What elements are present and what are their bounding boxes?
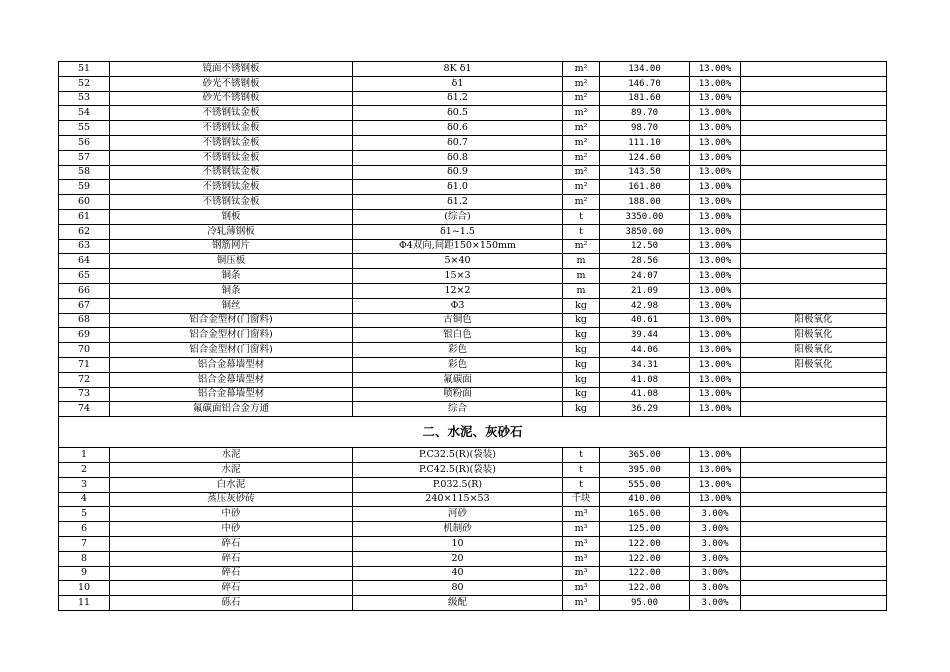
table-row [59,596,887,611]
remark-cell [741,239,887,254]
material-name-cell: 铝合金型材(门窗料) [110,328,353,343]
material-name-cell: 铝合金幕墙型材 [110,372,353,387]
item-number-cell: 60 [59,195,110,210]
remark-cell [741,150,887,165]
item-number-cell: 69 [59,328,110,343]
price-cell: 28.56 [600,254,690,269]
price-cell: 146.70 [600,76,690,91]
specification-cell: 80 [353,581,563,596]
material-name-cell: 铜压板 [110,254,353,269]
unit-cell: kg [563,372,600,387]
section-title: 二、水泥、灰砂石 [59,417,887,448]
unit-cell: t [563,477,600,492]
unit-cell: kg [563,343,600,358]
tax-rate-cell: 13.00% [690,477,741,492]
specification-cell: δ0.5 [353,106,563,121]
material-name-cell: 铜条 [110,283,353,298]
unit-cell: m [563,283,600,298]
unit-cell: m² [563,106,600,121]
remark-cell [741,269,887,284]
item-number-cell: 53 [59,91,110,106]
specification-cell: δ0.6 [353,121,563,136]
material-name-cell: 中砂 [110,522,353,537]
remark-cell [741,135,887,150]
unit-cell: t [563,209,600,224]
tax-rate-cell: 13.00% [690,150,741,165]
tax-rate-cell: 13.00% [690,492,741,507]
unit-cell: m² [563,91,600,106]
specification-cell: δ0.8 [353,150,563,165]
unit-cell: m³ [563,536,600,551]
price-cell: 143.50 [600,165,690,180]
table-row [59,343,887,358]
item-number-cell: 4 [59,492,110,507]
remark-cell: 阳极氧化 [741,357,887,372]
table-row [59,283,887,298]
unit-cell: m² [563,121,600,136]
price-cell: 95.00 [600,596,690,611]
material-name-cell: 铜条 [110,269,353,284]
item-number-cell: 68 [59,313,110,328]
table-row [59,448,887,463]
remark-cell [741,165,887,180]
price-cell: 124.60 [600,150,690,165]
table-row [59,195,887,210]
item-number-cell: 72 [59,372,110,387]
table-row [59,402,887,417]
table-body-part2 [59,448,887,611]
table-row [59,239,887,254]
material-name-cell: 冷轧薄钢板 [110,224,353,239]
material-name-cell: 不锈钢钛金板 [110,165,353,180]
remark-cell: 阳极氧化 [741,343,887,358]
tax-rate-cell: 13.00% [690,165,741,180]
material-name-cell: 不锈钢钛金板 [110,150,353,165]
unit-cell: m² [563,62,600,77]
price-cell: 40.61 [600,313,690,328]
unit-cell: 千块 [563,492,600,507]
item-number-cell: 74 [59,402,110,417]
material-name-cell: 白水泥 [110,477,353,492]
unit-cell: m² [563,180,600,195]
table-row [59,328,887,343]
table-row [59,269,887,284]
material-name-cell: 钢板 [110,209,353,224]
table-row [59,224,887,239]
tax-rate-cell: 13.00% [690,298,741,313]
unit-cell: m² [563,239,600,254]
tax-rate-cell: 13.00% [690,135,741,150]
specification-cell: 彩色 [353,343,563,358]
item-number-cell: 59 [59,180,110,195]
table-row [59,462,887,477]
remark-cell: 阳极氧化 [741,328,887,343]
specification-cell: δ1.0 [353,180,563,195]
tax-rate-cell: 13.00% [690,462,741,477]
item-number-cell: 55 [59,121,110,136]
table-row [59,357,887,372]
remark-cell [741,372,887,387]
material-name-cell: 碎石 [110,581,353,596]
table-row [59,254,887,269]
specification-cell: 银白色 [353,328,563,343]
unit-cell: kg [563,328,600,343]
price-table [58,61,887,611]
remark-cell [741,76,887,91]
remark-cell [741,224,887,239]
price-cell: 36.29 [600,402,690,417]
unit-cell: m² [563,150,600,165]
tax-rate-cell: 13.00% [690,283,741,298]
item-number-cell: 61 [59,209,110,224]
price-cell: 134.00 [600,62,690,77]
material-name-cell: 不锈钢钛金板 [110,121,353,136]
unit-cell: m³ [563,581,600,596]
specification-cell: 240×115×53 [353,492,563,507]
price-cell: 98.70 [600,121,690,136]
specification-cell: 12×2 [353,283,563,298]
unit-cell: m [563,269,600,284]
remark-cell [741,522,887,537]
tax-rate-cell: 3.00% [690,581,741,596]
item-number-cell: 67 [59,298,110,313]
remark-cell: 阳极氧化 [741,313,887,328]
table-row [59,135,887,150]
table-row [59,507,887,522]
specification-cell: Φ3 [353,298,563,313]
table-row [59,551,887,566]
specification-cell: 氟碳面 [353,372,563,387]
item-number-cell: 3 [59,477,110,492]
table-row [59,492,887,507]
remark-cell [741,62,887,77]
item-number-cell: 65 [59,269,110,284]
table-row [59,372,887,387]
tax-rate-cell: 13.00% [690,357,741,372]
tax-rate-cell: 13.00% [690,387,741,402]
unit-cell: m³ [563,522,600,537]
price-cell: 122.00 [600,536,690,551]
price-cell: 122.00 [600,551,690,566]
tax-rate-cell: 13.00% [690,269,741,284]
specification-cell: 机制砂 [353,522,563,537]
specification-cell: δ1~1.5 [353,224,563,239]
tax-rate-cell: 3.00% [690,566,741,581]
price-cell: 410.00 [600,492,690,507]
unit-cell: t [563,462,600,477]
unit-cell: kg [563,313,600,328]
item-number-cell: 1 [59,448,110,463]
price-cell: 41.08 [600,387,690,402]
specification-cell: δ1 [353,76,563,91]
specification-cell: 彩色 [353,357,563,372]
specification-cell: (综合) [353,209,563,224]
material-name-cell: 不锈钢钛金板 [110,106,353,121]
tax-rate-cell: 13.00% [690,239,741,254]
remark-cell [741,91,887,106]
item-number-cell: 9 [59,566,110,581]
price-cell: 181.60 [600,91,690,106]
unit-cell: kg [563,402,600,417]
tax-rate-cell: 3.00% [690,536,741,551]
remark-cell [741,283,887,298]
remark-cell [741,536,887,551]
remark-cell [741,507,887,522]
tax-rate-cell: 13.00% [690,224,741,239]
material-name-cell: 铝合金型材(门窗料) [110,343,353,358]
material-name-cell: 镜面不锈钢板 [110,62,353,77]
specification-cell: 10 [353,536,563,551]
material-name-cell: 碎石 [110,551,353,566]
item-number-cell: 71 [59,357,110,372]
specification-cell: δ1.2 [353,91,563,106]
price-cell: 89.70 [600,106,690,121]
table-row [59,165,887,180]
item-number-cell: 11 [59,596,110,611]
unit-cell: m³ [563,596,600,611]
unit-cell: m [563,254,600,269]
table-row [59,150,887,165]
material-name-cell: 砾石 [110,596,353,611]
table-row [59,522,887,537]
price-cell: 24.07 [600,269,690,284]
specification-cell: P.C32.5(R)(袋装) [353,448,563,463]
tax-rate-cell: 13.00% [690,106,741,121]
unit-cell: t [563,448,600,463]
unit-cell: kg [563,357,600,372]
item-number-cell: 8 [59,551,110,566]
unit-cell: m² [563,135,600,150]
table-row [59,313,887,328]
specification-cell: 古铜色 [353,313,563,328]
specification-cell: 综合 [353,402,563,417]
item-number-cell: 66 [59,283,110,298]
remark-cell [741,477,887,492]
tax-rate-cell: 13.00% [690,195,741,210]
price-cell: 125.00 [600,522,690,537]
price-cell: 3850.00 [600,224,690,239]
price-cell: 365.00 [600,448,690,463]
material-name-cell: 砂光不锈钢板 [110,76,353,91]
price-cell: 555.00 [600,477,690,492]
specification-cell: P.032.5(R) [353,477,563,492]
price-cell: 122.00 [600,581,690,596]
price-cell: 42.98 [600,298,690,313]
item-number-cell: 2 [59,462,110,477]
item-number-cell: 56 [59,135,110,150]
tax-rate-cell: 13.00% [690,254,741,269]
unit-cell: m³ [563,507,600,522]
remark-cell [741,387,887,402]
specification-cell: Φ4双向,间距150×150mm [353,239,563,254]
tax-rate-cell: 13.00% [690,76,741,91]
specification-cell: 8K δ1 [353,62,563,77]
specification-cell: 河砂 [353,507,563,522]
unit-cell: m² [563,76,600,91]
unit-cell: m² [563,195,600,210]
tax-rate-cell: 13.00% [690,402,741,417]
material-name-cell: 中砂 [110,507,353,522]
table-row [59,106,887,121]
unit-cell: m³ [563,551,600,566]
section-header-group [59,417,887,448]
unit-cell: t [563,224,600,239]
material-name-cell: 铝合金幕墙型材 [110,357,353,372]
material-name-cell: 铜丝 [110,298,353,313]
tax-rate-cell: 13.00% [690,313,741,328]
table-row [59,477,887,492]
tax-rate-cell: 13.00% [690,209,741,224]
remark-cell [741,121,887,136]
item-number-cell: 58 [59,165,110,180]
remark-cell [741,106,887,121]
price-cell: 39.44 [600,328,690,343]
item-number-cell: 52 [59,76,110,91]
material-name-cell: 水泥 [110,462,353,477]
specification-cell: δ1.2 [353,195,563,210]
table-row [59,209,887,224]
table-body-part1 [59,62,887,417]
table-row [59,387,887,402]
remark-cell [741,254,887,269]
unit-cell: m³ [563,566,600,581]
price-cell: 165.00 [600,507,690,522]
material-name-cell: 不锈钢钛金板 [110,135,353,150]
table-row [59,180,887,195]
price-cell: 34.31 [600,357,690,372]
remark-cell [741,402,887,417]
item-number-cell: 10 [59,581,110,596]
remark-cell [741,462,887,477]
tax-rate-cell: 3.00% [690,507,741,522]
price-cell: 395.00 [600,462,690,477]
table-row [59,91,887,106]
tax-rate-cell: 13.00% [690,121,741,136]
tax-rate-cell: 13.00% [690,343,741,358]
price-cell: 44.06 [600,343,690,358]
specification-cell: δ0.9 [353,165,563,180]
item-number-cell: 73 [59,387,110,402]
item-number-cell: 63 [59,239,110,254]
table-row [59,62,887,77]
material-name-cell: 不锈钢钛金板 [110,180,353,195]
material-name-cell: 砂光不锈钢板 [110,91,353,106]
table-row [59,76,887,91]
tax-rate-cell: 13.00% [690,91,741,106]
material-name-cell: 铝合金型材(门窗料) [110,313,353,328]
material-name-cell: 铝合金幕墙型材 [110,387,353,402]
table-row [59,581,887,596]
remark-cell [741,566,887,581]
item-number-cell: 62 [59,224,110,239]
unit-cell: kg [563,387,600,402]
remark-cell [741,596,887,611]
material-name-cell: 不锈钢钛金板 [110,195,353,210]
price-cell: 122.00 [600,566,690,581]
tax-rate-cell: 13.00% [690,448,741,463]
table-row [59,121,887,136]
price-cell: 41.08 [600,372,690,387]
unit-cell: kg [563,298,600,313]
item-number-cell: 51 [59,62,110,77]
remark-cell [741,298,887,313]
specification-cell: 40 [353,566,563,581]
material-name-cell: 钢筋网片 [110,239,353,254]
price-cell: 188.00 [600,195,690,210]
specification-cell: 喷粉面 [353,387,563,402]
remark-cell [741,448,887,463]
tax-rate-cell: 3.00% [690,522,741,537]
tax-rate-cell: 13.00% [690,328,741,343]
table-row [59,536,887,551]
price-cell: 3350.00 [600,209,690,224]
material-name-cell: 水泥 [110,448,353,463]
tax-rate-cell: 3.00% [690,596,741,611]
material-name-cell: 氟碳面铝合金方通 [110,402,353,417]
remark-cell [741,581,887,596]
tax-rate-cell: 13.00% [690,62,741,77]
unit-cell: m² [563,165,600,180]
specification-cell: 5×40 [353,254,563,269]
specification-cell: 15×3 [353,269,563,284]
remark-cell [741,551,887,566]
item-number-cell: 7 [59,536,110,551]
item-number-cell: 57 [59,150,110,165]
remark-cell [741,195,887,210]
item-number-cell: 64 [59,254,110,269]
tax-rate-cell: 13.00% [690,372,741,387]
price-cell: 111.10 [600,135,690,150]
price-cell: 12.50 [600,239,690,254]
remark-cell [741,180,887,195]
price-cell: 161.80 [600,180,690,195]
item-number-cell: 6 [59,522,110,537]
specification-cell: δ0.7 [353,135,563,150]
specification-cell: P.C42.5(R)(袋装) [353,462,563,477]
table-row [59,298,887,313]
specification-cell: 20 [353,551,563,566]
item-number-cell: 70 [59,343,110,358]
item-number-cell: 54 [59,106,110,121]
item-number-cell: 5 [59,507,110,522]
section-header-row [59,417,887,448]
tax-rate-cell: 13.00% [690,180,741,195]
material-name-cell: 碎石 [110,566,353,581]
remark-cell [741,492,887,507]
tax-rate-cell: 3.00% [690,551,741,566]
table-row [59,566,887,581]
material-name-cell: 蒸压灰砂砖 [110,492,353,507]
price-cell: 21.09 [600,283,690,298]
material-name-cell: 碎石 [110,536,353,551]
remark-cell [741,209,887,224]
specification-cell: 级配 [353,596,563,611]
